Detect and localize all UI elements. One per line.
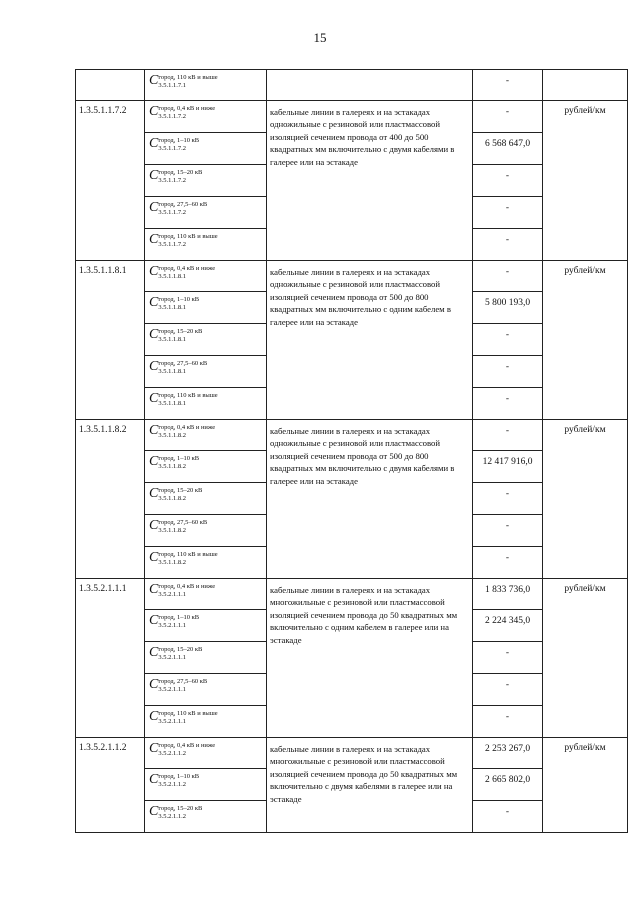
rate-symbol-superscript: город, 27,5–60 кВ: [158, 360, 208, 367]
table-row: [76, 70, 628, 101]
rate-symbol-subscript: 3.5.1.1.8.1: [158, 368, 186, 375]
unit-of-measure: рублей/км: [543, 738, 628, 833]
rate-symbol-superscript: город, 110 кВ и выше: [158, 551, 218, 558]
rate-symbol-subscript: 3.5.1.1.7.2: [158, 209, 186, 216]
rate-symbol-subscript: 3.5.2.1.1.1: [158, 654, 186, 661]
rate-symbol-subscript: 3.5.1.1.8.2: [158, 432, 186, 439]
line-description: [267, 70, 473, 101]
rate-symbol-subscript: 3.5.2.1.1.2: [158, 750, 186, 757]
rate-value: 1 833 736,0: [473, 579, 543, 610]
rate-symbol: [145, 197, 267, 229]
rate-symbol-superscript: город, 1–10 кВ: [158, 296, 200, 303]
rate-symbol: [145, 706, 267, 738]
rate-value: 2 224 345,0: [473, 610, 543, 642]
rate-symbol: [145, 610, 267, 642]
rate-symbol-superscript: город, 15–20 кВ: [158, 805, 203, 812]
rate-symbol: [145, 420, 267, 451]
rate-symbol-superscript: город, 0,4 кВ и ниже: [158, 105, 216, 112]
rate-symbol-letter: C: [149, 391, 159, 406]
rate-symbol-subscript: 3.5.2.1.1.2: [158, 781, 186, 788]
rate-symbol-letter: C: [149, 359, 159, 374]
rate-symbol-superscript: город, 1–10 кВ: [158, 137, 200, 144]
table-row: [76, 101, 628, 133]
rate-symbol-superscript: город, 27,5–60 кВ: [158, 678, 208, 685]
rate-value: -: [473, 356, 543, 388]
rate-symbol: [145, 229, 267, 261]
rate-symbol: [145, 674, 267, 706]
rate-symbol: [145, 769, 267, 801]
line-description: кабельные линии в галереях и на эстакадах одножильные с резиновой или пластмассовой изоляцией сечением провода от 500 до 800 квадратных мм включительно с одним кабелем в галерее или на эстакаде: [267, 261, 473, 420]
rate-symbol-superscript: город, 0,4 кВ и ниже: [158, 424, 216, 431]
rate-symbol: [145, 70, 267, 101]
rate-value: 5 800 193,0: [473, 292, 543, 324]
rate-symbol-subscript: 3.5.2.1.1.1: [158, 622, 186, 629]
rate-symbol-superscript: город, 15–20 кВ: [158, 169, 203, 176]
rate-symbol-superscript: город, 0,4 кВ и ниже: [158, 583, 216, 590]
rate-symbol-superscript: город, 27,5–60 кВ: [158, 519, 208, 526]
rate-symbol-letter: C: [149, 486, 159, 501]
rate-symbol-superscript: город, 1–10 кВ: [158, 773, 200, 780]
rate-symbol-letter: C: [149, 232, 159, 247]
rate-symbol-letter: C: [149, 423, 159, 438]
rate-symbol: [145, 547, 267, 579]
rate-value: -: [473, 420, 543, 451]
rate-symbol-letter: C: [149, 550, 159, 565]
unit-of-measure: [543, 70, 628, 101]
rate-symbol-letter: C: [149, 136, 159, 151]
tariff-table-body: [76, 70, 628, 833]
table-row: [76, 261, 628, 292]
rate-symbol: [145, 801, 267, 833]
rate-symbol: [145, 261, 267, 292]
rate-symbol-superscript: город, 15–20 кВ: [158, 487, 203, 494]
rate-value: -: [473, 324, 543, 356]
rate-symbol-superscript: город, 0,4 кВ и ниже: [158, 742, 216, 749]
rate-symbol-letter: C: [149, 741, 159, 756]
rate-symbol: [145, 738, 267, 769]
tariff-table: [75, 69, 628, 833]
rate-symbol-superscript: город, 1–10 кВ: [158, 455, 200, 462]
rate-value: -: [473, 101, 543, 133]
rate-symbol-superscript: город, 110 кВ и выше: [158, 710, 218, 717]
rate-symbol: [145, 165, 267, 197]
rate-symbol: [145, 356, 267, 388]
rate-symbol-superscript: город, 1–10 кВ: [158, 614, 200, 621]
rate-symbol-subscript: 3.5.1.1.8.2: [158, 559, 186, 566]
line-description: кабельные линии в галереях и на эстакадах одножильные с резиновой или пластмассовой изоляцией сечением провода от 400 до 500 квадратных мм включительно с двумя кабелями в галерее или на эстакаде: [267, 101, 473, 261]
rate-symbol-subscript: 3.5.1.1.8.1: [158, 304, 186, 311]
rate-value: 2 253 267,0: [473, 738, 543, 769]
rate-symbol-superscript: город, 110 кВ и выше: [158, 74, 218, 81]
line-description: кабельные линии в галереях и на эстакадах одножильные с резиновой или пластмассовой изоляцией сечением провода от 500 до 800 квадратных мм включительно с двумя кабелями в галерее или на эстакаде: [267, 420, 473, 579]
rate-symbol-subscript: 3.5.2.1.1.1: [158, 591, 186, 598]
tariff-code: 1.3.5.1.1.8.2: [76, 420, 145, 579]
rate-symbol: [145, 642, 267, 674]
rate-value: 2 665 802,0: [473, 769, 543, 801]
line-description: кабельные линии в галереях и на эстакадах многожильные с резиновой или пластмассовой изоляцией сечением провода до 50 квадратных мм включительно с двумя кабелями в галерее или на эстакаде: [267, 738, 473, 833]
tariff-code: 1.3.5.1.1.8.1: [76, 261, 145, 420]
tariff-code: 1.3.5.2.1.1.2: [76, 738, 145, 833]
rate-symbol: [145, 101, 267, 133]
rate-symbol: [145, 388, 267, 420]
rate-symbol-subscript: 3.5.2.1.1.2: [158, 813, 186, 820]
page-number: 15: [313, 30, 327, 45]
rate-symbol-subscript: 3.5.2.1.1.1: [158, 686, 186, 693]
rate-symbol-superscript: город, 27,5–60 кВ: [158, 201, 208, 208]
rate-value: -: [473, 547, 543, 579]
rate-symbol: [145, 324, 267, 356]
rate-symbol-letter: C: [149, 168, 159, 183]
tariff-code: 1.3.5.2.1.1.1: [76, 579, 145, 738]
unit-of-measure: рублей/км: [543, 101, 628, 261]
rate-value: -: [473, 801, 543, 833]
unit-of-measure: рублей/км: [543, 261, 628, 420]
rate-symbol: [145, 133, 267, 165]
rate-symbol-letter: C: [149, 582, 159, 597]
rate-value: -: [473, 515, 543, 547]
rate-value: -: [473, 483, 543, 515]
rate-symbol-letter: C: [149, 677, 159, 692]
rate-value: 12 417 916,0: [473, 451, 543, 483]
rate-value: -: [473, 165, 543, 197]
rate-symbol-letter: C: [149, 327, 159, 342]
rate-value: -: [473, 70, 543, 101]
rate-symbol: [145, 483, 267, 515]
rate-symbol: [145, 292, 267, 324]
rate-symbol: [145, 451, 267, 483]
rate-value: -: [473, 197, 543, 229]
rate-symbol-subscript: 3.5.1.1.8.2: [158, 527, 186, 534]
rate-symbol: [145, 515, 267, 547]
rate-symbol-letter: C: [149, 518, 159, 533]
rate-symbol-letter: C: [149, 454, 159, 469]
tariff-code: 1.3.5.1.1.7.2: [76, 101, 145, 261]
rate-symbol-subscript: 3.5.1.1.8.1: [158, 273, 186, 280]
line-description: кабельные линии в галереях и на эстакадах многожильные с резиновой или пластмассовой изоляцией сечением провода до 50 квадратных мм включительно с одним кабелем в галерее или на эстакаде: [267, 579, 473, 738]
rate-symbol-subscript: 3.5.1.1.8.2: [158, 463, 186, 470]
rate-symbol-letter: C: [149, 200, 159, 215]
rate-value: -: [473, 388, 543, 420]
unit-of-measure: рублей/км: [543, 420, 628, 579]
rate-symbol-subscript: 3.5.1.1.8.1: [158, 400, 186, 407]
rate-symbol-letter: C: [149, 709, 159, 724]
rate-symbol-subscript: 3.5.1.1.7.2: [158, 177, 186, 184]
rate-value: -: [473, 706, 543, 738]
rate-symbol-subscript: 3.5.1.1.7.2: [158, 241, 186, 248]
table-row: [76, 738, 628, 769]
table-row: [76, 420, 628, 451]
rate-symbol-letter: C: [149, 645, 159, 660]
rate-value: -: [473, 261, 543, 292]
rate-symbol-letter: C: [149, 73, 159, 88]
rate-symbol-subscript: 3.5.1.1.8.1: [158, 336, 186, 343]
rate-symbol-superscript: город, 15–20 кВ: [158, 328, 203, 335]
rate-symbol-subscript: 3.5.1.1.7.2: [158, 113, 186, 120]
tariff-code: [76, 70, 145, 101]
rate-symbol-subscript: 3.5.2.1.1.1: [158, 718, 186, 725]
rate-value: -: [473, 674, 543, 706]
rate-symbol-letter: C: [149, 772, 159, 787]
rate-symbol-superscript: город, 0,4 кВ и ниже: [158, 265, 216, 272]
rate-symbol-superscript: город, 110 кВ и выше: [158, 392, 218, 399]
rate-symbol: [145, 579, 267, 610]
rate-symbol-letter: C: [149, 295, 159, 310]
rate-symbol-subscript: 3.5.1.1.8.2: [158, 495, 186, 502]
unit-of-measure: рублей/км: [543, 579, 628, 738]
rate-symbol-superscript: город, 15–20 кВ: [158, 646, 203, 653]
rate-symbol-letter: C: [149, 613, 159, 628]
rate-value: 6 568 647,0: [473, 133, 543, 165]
rate-symbol-subscript: 3.5.1.1.7.2: [158, 145, 186, 152]
rate-value: -: [473, 642, 543, 674]
rate-symbol-superscript: город, 110 кВ и выше: [158, 233, 218, 240]
table-row: [76, 579, 628, 610]
rate-value: -: [473, 229, 543, 261]
rate-symbol-letter: C: [149, 104, 159, 119]
rate-symbol-subscript: 3.5.1.1.7.1: [158, 82, 186, 89]
rate-symbol-letter: C: [149, 804, 159, 819]
rate-symbol-letter: C: [149, 264, 159, 279]
